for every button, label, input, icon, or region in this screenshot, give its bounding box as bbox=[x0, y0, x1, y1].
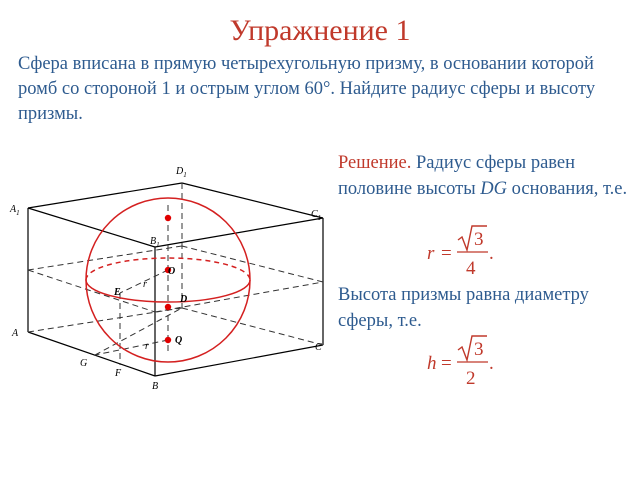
label-r-bottom: r bbox=[145, 341, 149, 352]
formula-h-den: 2 bbox=[466, 368, 476, 389]
edge-a-b bbox=[28, 332, 155, 376]
label-o: O bbox=[168, 266, 176, 277]
formula-r-dot: . bbox=[489, 243, 494, 264]
solution-var-dg: DG bbox=[480, 179, 508, 199]
formula-radius bbox=[425, 222, 515, 284]
edge-b1-c1 bbox=[155, 218, 323, 247]
point-q bbox=[165, 337, 171, 343]
mid-section-back bbox=[182, 246, 323, 282]
label-c1: $C_1$ bbox=[311, 209, 322, 222]
label-f: F bbox=[115, 368, 122, 379]
point-mid bbox=[165, 304, 171, 310]
solution-text-1a: Радиус сферы равен половине высоты bbox=[338, 153, 576, 199]
slide-title: Упражнение 1 bbox=[229, 14, 411, 47]
label-c: C bbox=[315, 342, 322, 353]
label-d: D bbox=[180, 294, 188, 305]
solution-text-2: Высота призмы равна диаметру сферы, т.е. bbox=[338, 285, 589, 331]
prism-solid-edges bbox=[28, 183, 323, 376]
label-b1: $B_1$ bbox=[150, 236, 160, 249]
label-g: G bbox=[80, 358, 88, 369]
solution-label: Решение. bbox=[338, 153, 412, 173]
point-top bbox=[165, 215, 171, 221]
formula-height bbox=[425, 332, 515, 394]
label-r-top: r bbox=[143, 279, 147, 290]
formula-h-dot: . bbox=[489, 353, 494, 374]
formula-h-lhs: h bbox=[427, 353, 437, 374]
label-q: Q bbox=[175, 335, 183, 346]
formula-h-num: 3 bbox=[474, 339, 484, 360]
problem-statement: Сфера вписана в прямую четырехугольную призму, в основании которой ромб со стороной 1 и острым углом 60°. Найдите радиус сферы и высоту призмы. bbox=[18, 54, 596, 124]
solution-text-1b: основания, т.е. bbox=[507, 179, 628, 199]
formula-r-den: 4 bbox=[466, 258, 476, 279]
label-a: A bbox=[12, 328, 19, 339]
formula-r-num: 3 bbox=[474, 229, 484, 250]
edge-a1-b1 bbox=[28, 208, 155, 247]
prism-sphere-diagram bbox=[0, 150, 340, 410]
edge-c1-d1 bbox=[182, 183, 323, 218]
formula-r-eq: = bbox=[441, 243, 452, 264]
label-e: E bbox=[114, 287, 121, 298]
solution-text bbox=[338, 150, 628, 202]
label-a1: $A_1$ bbox=[10, 204, 20, 217]
label-b: B bbox=[152, 381, 159, 392]
mid-section-left bbox=[28, 246, 182, 270]
edge-d1-a1 bbox=[28, 183, 182, 208]
formula-r-lhs: r bbox=[427, 243, 435, 264]
mid-section-front bbox=[28, 270, 155, 312]
edge-d-c bbox=[182, 308, 323, 345]
label-d1: $D_1$ bbox=[176, 166, 187, 179]
formula-h-eq: = bbox=[441, 353, 452, 374]
